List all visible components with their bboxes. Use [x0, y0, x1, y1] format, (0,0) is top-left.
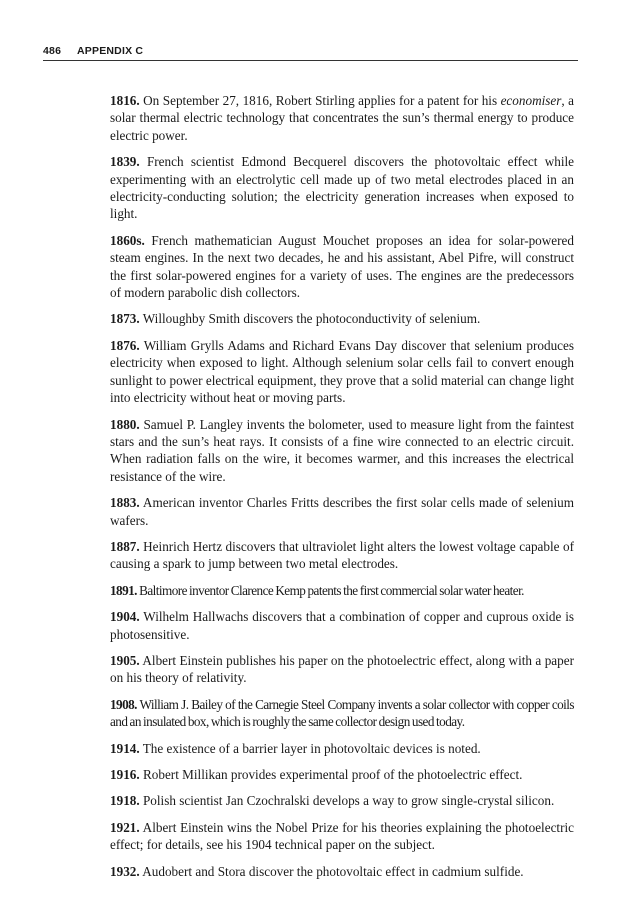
entry-year: 1921.: [110, 819, 140, 835]
entry-text: Robert Millikan provides experimental proof of the photoelectric effect.: [142, 767, 523, 782]
entry-text: On September 27, 1816, Robert Stirling applies for a patent for his: [143, 93, 501, 108]
entry-text: American inventor Charles Fritts describes the first solar cells made of selenium wafers.: [110, 495, 574, 528]
entry-year: 1860s.: [110, 232, 145, 248]
timeline-entry-1876: [110, 337, 574, 407]
entry-year: 1891.: [110, 582, 137, 598]
timeline-entry-1883: [110, 494, 574, 529]
entry-text: William J. Bailey of the Carnegie Steel Company invents a solar collector with copper coils and an insulated box, which is roughly the same collector design used today.: [110, 696, 574, 730]
timeline-entry-1816: [110, 92, 574, 144]
entry-text: Samuel P. Langley invents the bolometer, used to measure light from the faintest stars and the sun’s heat rays. It consists of a fine wire connected to an electric circuit. When radiation falls on the wire, it becomes warmer, and this increases the electrical resistance of the wire.: [110, 416, 574, 484]
entry-year: 1873.: [110, 311, 140, 327]
timeline-entry-1918: [110, 792, 574, 809]
timeline-entry-1914: [110, 740, 574, 757]
entry-year: 1932.: [110, 863, 140, 879]
entry-italic-term: economiser: [500, 93, 562, 108]
entry-year: 1904.: [110, 609, 140, 625]
entry-text: Albert Einstein publishes his paper on the photoelectric effect, along with a paper on his theory of relativity.: [110, 652, 574, 686]
timeline-entry-1860s: [110, 232, 574, 302]
entry-text: William Grylls Adams and Richard Evans Day discover that selenium produces electricity when exposed to light. Although selenium solar cells fail to convert enough sunlight to power electrical equipment, they prove that a solid material can change light into electricity without heat or moving parts.: [110, 337, 574, 406]
running-header: [43, 44, 578, 61]
timeline-entry-1904: [110, 608, 574, 643]
entry-year: 1883.: [110, 495, 140, 511]
timeline-entry-1921: [110, 819, 574, 854]
entry-year: 1839.: [110, 154, 140, 170]
page-number: 486: [43, 45, 62, 57]
timeline-entry-1905: [110, 652, 574, 687]
entry-year: 1905.: [110, 652, 140, 668]
entry-text: Heinrich Hertz discovers that ultraviolet light alters the lowest voltage capable of causing a spark to jump between two metal electrodes.: [110, 538, 574, 572]
entry-text: French mathematician August Mouchet proposes an idea for solar-powered steam engines. In the next two decades, he and his assistant, Abel Pifre, will construct the first solar-powered engines for a variety of uses. The engines are the predecessors of modern parabolic dish collectors.: [110, 232, 574, 301]
running-head-title: APPENDIX C: [77, 45, 144, 57]
entry-year: 1887.: [110, 538, 140, 554]
entry-year: 1876.: [110, 337, 140, 353]
timeline-entry-1887: [110, 538, 574, 573]
entry-text: The existence of a barrier layer in photovoltaic devices is noted.: [142, 740, 481, 756]
timeline-entries: [110, 92, 574, 889]
entry-text: , a solar thermal electric technology that concentrates the sun’s thermal energy to produce electric power.: [110, 93, 575, 143]
timeline-entry-1880: [110, 416, 574, 486]
entry-text: Willoughby Smith discovers the photoconductivity of selenium.: [142, 311, 481, 327]
entry-year: 1816.: [110, 93, 140, 108]
timeline-entry-1873: [110, 310, 574, 327]
entry-text: Audobert and Stora discover the photovoltaic effect in cadmium sulfide.: [142, 863, 524, 879]
timeline-entry-1916: [110, 766, 574, 783]
entry-year: 1914.: [110, 740, 140, 756]
entry-year: 1918.: [110, 793, 140, 809]
entry-year: 1916.: [110, 767, 140, 782]
entry-year: 1880.: [110, 416, 140, 432]
entry-text: Albert Einstein wins the Nobel Prize for his theories explaining the photoelectric effect; for details, see his 1904 technical paper on the subject.: [110, 819, 574, 853]
timeline-entry-1932: [110, 863, 574, 880]
entry-text: Polish scientist Jan Czochralski develops a way to grow single-crystal silicon.: [142, 793, 555, 809]
timeline-entry-1891: [110, 582, 574, 599]
entry-text: Wilhelm Hallwachs discovers that a combination of copper and cuprous oxide is photosensitive.: [110, 609, 574, 642]
timeline-entry-1839: [110, 153, 574, 223]
entry-text: French scientist Edmond Becquerel discovers the photovoltaic effect while experimenting with an electrolytic cell made up of two metal electrodes placed in an electricity-conducting solution; the electricity generation increases when exposed to light.: [110, 154, 575, 222]
entry-text: Baltimore inventor Clarence Kemp patents the first commercial solar water heater.: [139, 582, 524, 598]
timeline-entry-1908: [110, 696, 574, 731]
entry-year: 1908.: [110, 696, 137, 712]
